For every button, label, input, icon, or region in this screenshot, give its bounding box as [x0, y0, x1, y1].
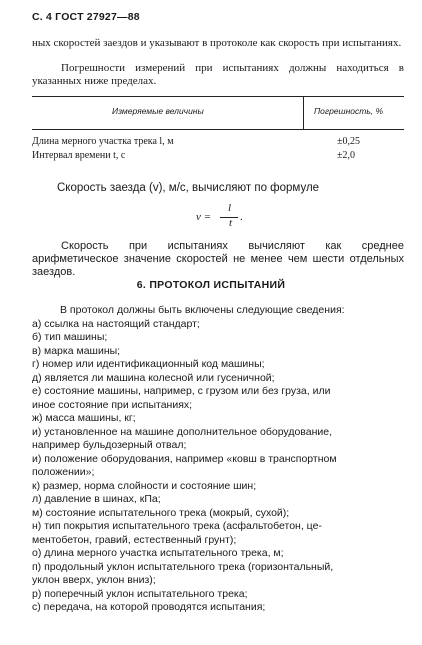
formula-intro: Скорость заезда (v), м/с, вычисляют по формуле: [57, 182, 320, 194]
list-item: с) передача, на которой проводятся испытания;: [32, 601, 266, 613]
list-item: п) продольный уклон испытательного трека (горизонтальный,: [32, 560, 334, 573]
table-header-error: Погрешность, %: [314, 106, 384, 116]
paragraph-accuracy: Погрешности измерений при испытаниях должны находиться в указанных ниже пределах.: [32, 62, 404, 87]
speed-formula: [196, 202, 256, 232]
list-item-continuation: иное состояние при испытаниях;: [32, 398, 193, 411]
list-item: в) марка машины;: [32, 344, 121, 357]
list-item: о) длина мерного участка испытательного трека, м;: [32, 547, 284, 559]
list-item: н) тип покрытия испытательного трека (асфальтобетон, це-: [32, 520, 322, 532]
list-item: л) давление в шинах, кПа;: [32, 493, 161, 505]
section-title: 6. ПРОТОКОЛ ИСПЫТАНИЙ: [136, 279, 286, 291]
list-item-continuation: ментобетон, гравий, естественный грунт);: [32, 533, 237, 546]
table-row-value: ±0,25: [337, 136, 360, 147]
list-item: и) положение оборудования, например «ковш в транспортном: [32, 452, 337, 465]
table-column-divider: [303, 97, 304, 129]
list-item-continuation: уклон вверх, уклон вниз);: [32, 574, 156, 586]
table-row-label: Интервал времени t, с: [32, 150, 126, 161]
list-item: и) установленное на машине дополнительное оборудование,: [32, 425, 333, 438]
list-item-continuation: например бульдозерный отвал;: [32, 439, 187, 451]
table-row-label: Длина мерного участка трека l, м: [32, 136, 174, 147]
formula-period: .: [240, 211, 243, 223]
paragraph-continuation: ных скоростей заездов и указывают в протоколе как скорость при испытаниях.: [32, 37, 402, 49]
table-header-rule: [32, 129, 404, 130]
list-item: р) поперечный уклон испытательного трека;: [32, 587, 248, 600]
list-intro: В протокол должны быть включены следующие сведения:: [60, 304, 345, 316]
page-header: С. 4 ГОСТ 27927—88: [32, 11, 140, 23]
table-row-value: ±2,0: [337, 150, 355, 161]
list-item: е) состояние машины, например, с грузом или без груза, или: [32, 385, 331, 397]
list-item: а) ссылка на настоящий стандарт;: [32, 317, 200, 330]
table-top-rule: [32, 96, 404, 97]
table-header-quantity: Измеряемые величины: [112, 106, 204, 116]
list-item: б) тип машины;: [32, 331, 108, 343]
list-item: к) размер, норма слойности и состояние шин;: [32, 479, 257, 492]
formula-lhs: v =: [196, 211, 212, 223]
list-item: г) номер или идентификационный код машины;: [32, 358, 265, 370]
report-contents-list: [32, 304, 404, 615]
list-item: д) является ли машина колесной или гусеничной;: [32, 371, 275, 384]
list-item-continuation: положении»;: [32, 466, 95, 478]
formula-numerator: l: [228, 202, 232, 214]
list-item: м) состояние испытательного трека (мокрый, сухой);: [32, 506, 290, 519]
paragraph-average: Скорость при испытаниях вычисляют как среднее арифметическое значение скоростей не менее чем шести отдельных заездов.: [32, 240, 404, 278]
list-item: ж) масса машины, кг;: [32, 412, 136, 424]
formula-denominator: t: [229, 217, 233, 229]
